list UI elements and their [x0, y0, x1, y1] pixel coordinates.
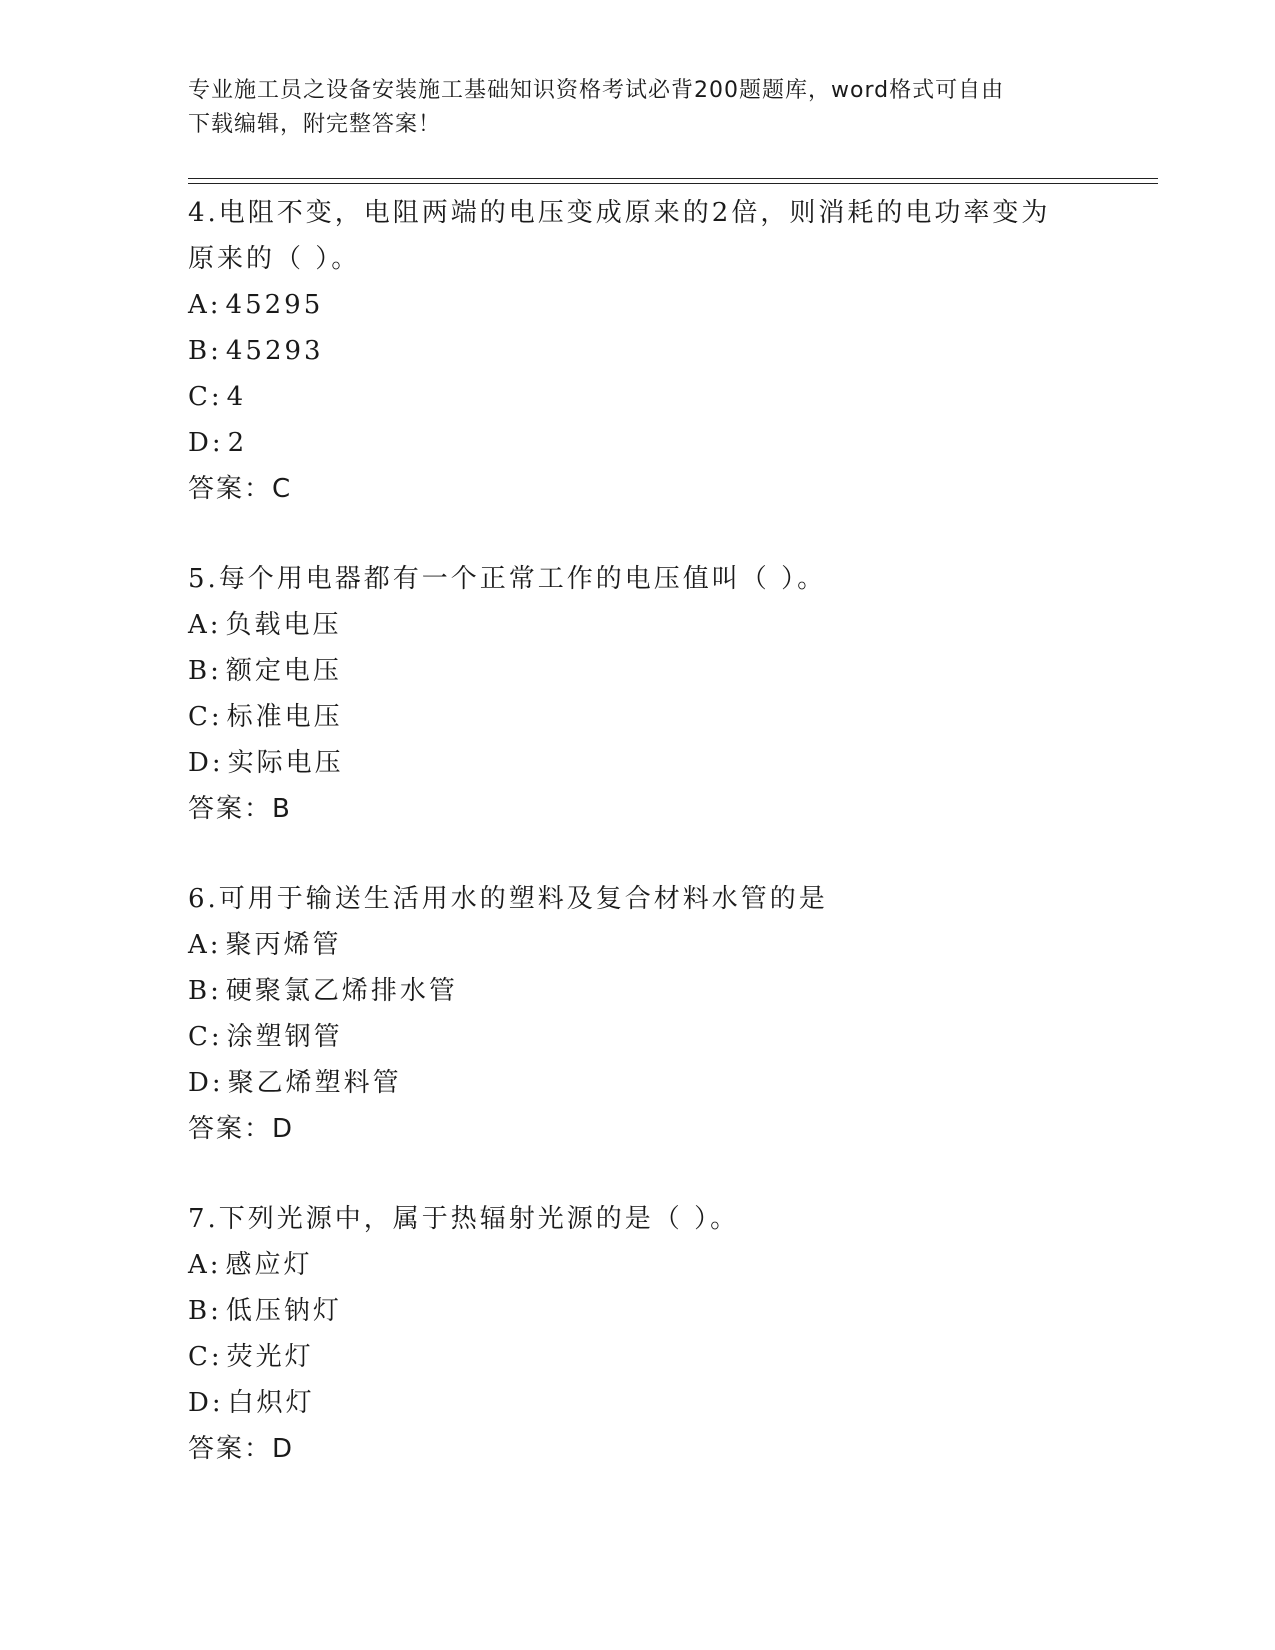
- answer-line: 答案：D: [188, 1434, 295, 1464]
- option-text: 实际电压: [227, 748, 344, 778]
- question-6: [188, 874, 1088, 1152]
- question-stem: [188, 554, 1088, 602]
- question-stem: [188, 188, 1088, 282]
- option-text: 负载电压: [225, 610, 342, 640]
- question-stem-line-1: 6.可用于输送生活用水的塑料及复合材料水管的是: [188, 884, 828, 914]
- option-key: A:: [188, 1250, 222, 1280]
- option-key: C:: [188, 382, 223, 412]
- option-a: [188, 282, 1088, 328]
- document-header: [188, 74, 1088, 142]
- option-d: [188, 1060, 1088, 1106]
- question-7: [188, 1194, 1088, 1472]
- option-key: B:: [188, 336, 222, 366]
- option-c: [188, 1334, 1088, 1380]
- option-text: 45293: [225, 336, 324, 366]
- option-text: 白炽灯: [227, 1388, 315, 1418]
- question-stem: [188, 1194, 1088, 1242]
- option-b: [188, 648, 1088, 694]
- option-key: C:: [188, 1342, 223, 1372]
- option-d: [188, 1380, 1088, 1426]
- option-key: D:: [188, 748, 224, 778]
- option-text: 额定电压: [225, 656, 342, 686]
- option-key: B:: [188, 656, 222, 686]
- option-text: 4: [226, 382, 247, 412]
- option-text: 涂塑钢管: [226, 1022, 343, 1052]
- option-a: [188, 602, 1088, 648]
- question-spacer: [188, 832, 1088, 874]
- option-b: [188, 328, 1088, 374]
- question-4: [188, 188, 1088, 512]
- option-c: [188, 694, 1088, 740]
- answer-line: 答案：C: [188, 474, 293, 504]
- answer-line: 答案：D: [188, 1114, 295, 1144]
- header-divider-bottom: [188, 183, 1158, 184]
- answer-line: 答案：B: [188, 794, 292, 824]
- header-divider-top: [188, 178, 1158, 179]
- option-key: A:: [188, 290, 222, 320]
- option-key: A:: [188, 610, 222, 640]
- option-key: D:: [188, 1068, 224, 1098]
- question-stem: [188, 874, 1088, 922]
- option-text: 标准电压: [226, 702, 343, 732]
- question-stem-line-1: 7.下列光源中，属于热辐射光源的是（ ）。: [188, 1204, 740, 1234]
- option-b: [188, 1288, 1088, 1334]
- option-d: [188, 420, 1088, 466]
- question-stem-line-1: 5.每个用电器都有一个正常工作的电压值叫（ ）。: [188, 564, 827, 594]
- header-line-1: 专业施工员之设备安装施工基础知识资格考试必背200题题库，word格式可自由: [188, 78, 1005, 103]
- option-key: C:: [188, 1022, 223, 1052]
- option-text: 聚丙烯管: [225, 930, 342, 960]
- question-stem-line-2: 原来的（ ）。: [188, 244, 361, 274]
- option-key: D:: [188, 1388, 224, 1418]
- option-text: 低压钠灯: [225, 1296, 342, 1326]
- option-key: D:: [188, 428, 224, 458]
- option-a: [188, 922, 1088, 968]
- option-text: 聚乙烯塑料管: [227, 1068, 402, 1098]
- option-a: [188, 1242, 1088, 1288]
- option-key: B:: [188, 1296, 222, 1326]
- option-key: B:: [188, 976, 222, 1006]
- option-key: C:: [188, 702, 223, 732]
- question-spacer: [188, 1152, 1088, 1194]
- option-c: [188, 1014, 1088, 1060]
- question-5: [188, 554, 1088, 832]
- option-text: 2: [227, 428, 248, 458]
- option-text: 45295: [225, 290, 324, 320]
- option-b: [188, 968, 1088, 1014]
- option-text: 感应灯: [225, 1250, 313, 1280]
- question-stem-line-1: 4.电阻不变，电阻两端的电压变成原来的2倍，则消耗的电功率变为: [188, 198, 1051, 228]
- option-text: 硬聚氯乙烯排水管: [225, 976, 458, 1006]
- option-key: A:: [188, 930, 222, 960]
- question-list: [188, 188, 1088, 1472]
- question-spacer: [188, 512, 1088, 554]
- header-line-2: 下载编辑，附完整答案！: [188, 112, 442, 137]
- option-text: 荧光灯: [226, 1342, 314, 1372]
- option-d: [188, 740, 1088, 786]
- option-c: [188, 374, 1088, 420]
